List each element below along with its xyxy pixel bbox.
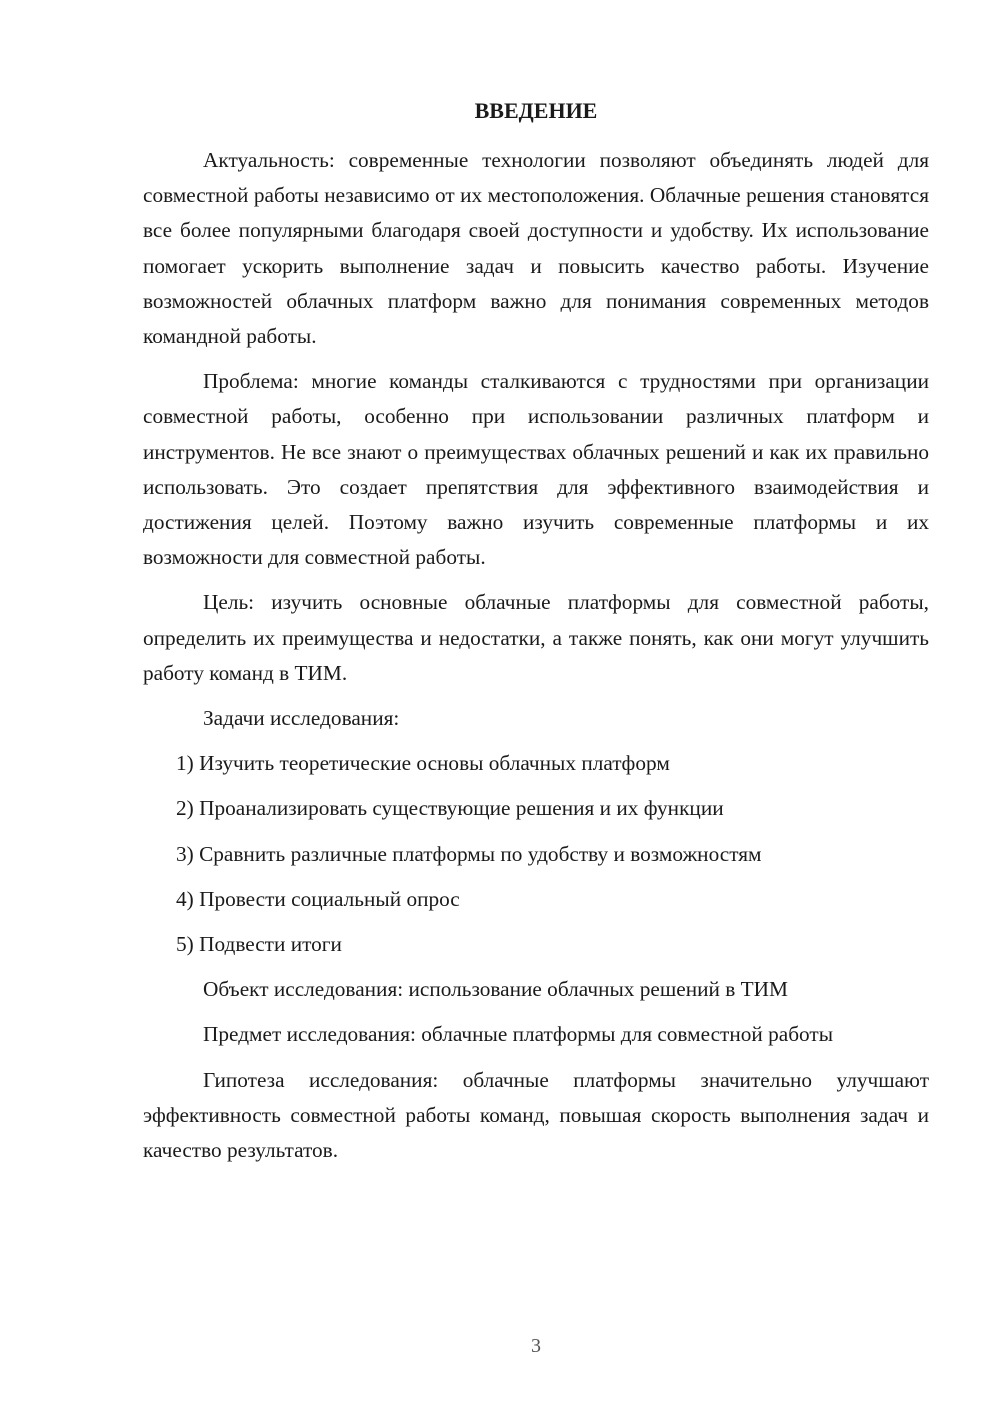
page-title: ВВЕДЕНИЕ (474, 98, 598, 123)
paragraph-problem: Проблема: многие команды сталкиваются с трудностями при организации совместной работы, особенно при использовании различных платформ и инструментов. Не все знают о преимуществах облачных решений и как их правильно использовать. Это создает препятствия для эффективного взаимодействия и достижения целей. Поэтому важно изучить современные платформы и их возможности для совместной работы. (143, 369, 929, 570)
list-item: 2) Проанализировать существующие решения и их функции (176, 796, 724, 821)
paragraph-object: Объект исследования: использование облачных решений в ТИМ (203, 977, 788, 1002)
tasks-list (143, 746, 929, 962)
paragraph-subject: Предмет исследования: облачные платформы для совместной работы (203, 1022, 834, 1047)
list-item: 5) Подвести итоги (176, 932, 342, 957)
list-item: 4) Провести социальный опрос (176, 886, 460, 911)
list-item: 1) Изучить теоретические основы облачных платформ (176, 751, 670, 776)
document-body (143, 143, 929, 1178)
page-number: 3 (531, 1335, 541, 1357)
paragraph-hypothesis: Гипотеза исследования: облачные платформы значительно улучшают эффективность совместной работы команд, повышая скорость выполнения задач и качество результатов. (143, 1067, 929, 1163)
tasks-heading: Задачи исследования: (203, 706, 400, 731)
paragraph-relevance: Актуальность: современные технологии позволяют объединять людей для совместной работы независимо от их местоположения. Облачные решения становятся все более популярными благодаря своей доступности и удобству. Их использование помогает ускорить выполнение задач и повысить качество работы. Изучение возможностей облачных платформ важно для понимания современных методов командной работы. (143, 148, 929, 349)
paragraph-goal: Цель: изучить основные облачные платформы для совместной работы, определить их преимущества и недостатки, а также понять, как они могут улучшить работу команд в ТИМ. (143, 590, 929, 685)
list-item: 3) Сравнить различные платформы по удобству и возможностям (176, 841, 762, 866)
